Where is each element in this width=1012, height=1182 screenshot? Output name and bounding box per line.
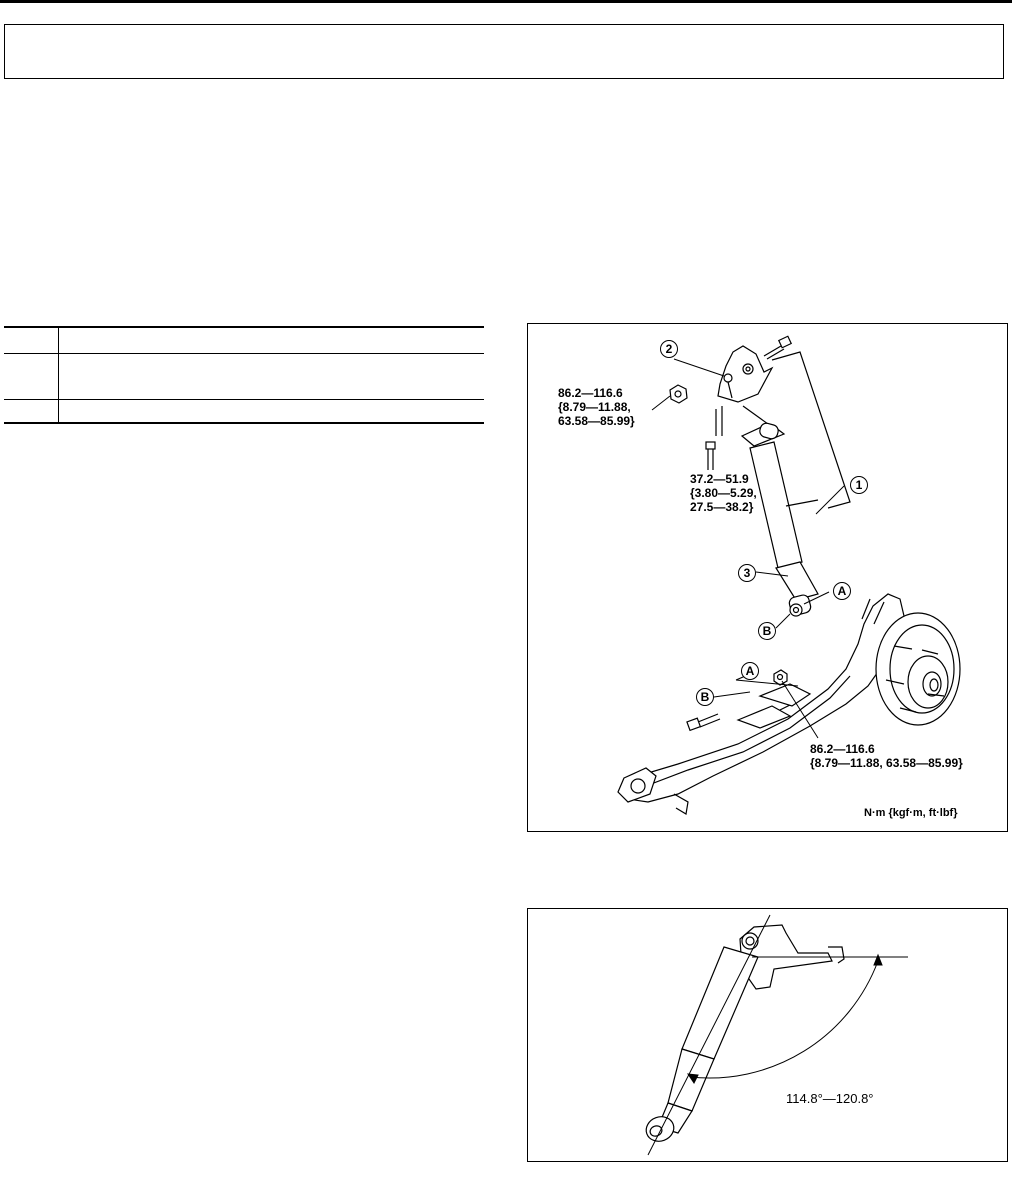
header-box (4, 24, 1004, 79)
parts-table (4, 326, 484, 424)
part-number (4, 399, 59, 423)
lower-nut-illustration (774, 670, 787, 685)
torque-bracket-bolt: 37.2—51.9 {3.80—5.29, 27.5—38.2} (690, 472, 757, 514)
top-rule (0, 0, 1012, 3)
leader-lines (652, 359, 844, 738)
shock-absorber-exploded-figure (527, 323, 1008, 832)
table-row (4, 327, 484, 353)
shock-absorber-illustration (750, 422, 818, 616)
callout-b-lower: B (696, 688, 714, 706)
callout-3: 3 (738, 564, 756, 582)
table-row (4, 353, 484, 399)
shock-absorber-illustration (643, 947, 758, 1145)
callout-a-lower: A (741, 662, 759, 680)
table-row (4, 399, 484, 423)
callout-1: 1 (850, 476, 868, 494)
part-number (4, 327, 59, 353)
callout-2: 2 (660, 340, 678, 358)
part-description (59, 353, 485, 399)
torque-lower-nut: 86.2—116.6 {8.79—11.88, 63.58—85.99} (810, 742, 963, 770)
torque-upper-nut: 86.2—116.6 {8.79—11.88, 63.58—85.99} (558, 386, 635, 428)
part-description (59, 327, 485, 353)
angle-drawing (528, 909, 1007, 1161)
callout-a-upper: A (833, 582, 851, 600)
mounting-bracket-illustration (718, 346, 772, 402)
wheel-hub-rotor-illustration (862, 599, 960, 725)
bracket-bolt-illustration (706, 442, 715, 470)
callout-b-upper: B (758, 622, 776, 640)
part-description (59, 399, 485, 423)
shock-angle-figure (527, 908, 1008, 1162)
part-number (4, 353, 59, 399)
torque-units-label: N·m {kgf·m, ft·lbf} (864, 807, 958, 819)
lower-bolt-illustration (687, 714, 720, 730)
upper-nut-illustration (670, 385, 687, 403)
angle-label: 114.8°—120.8° (786, 1091, 874, 1106)
